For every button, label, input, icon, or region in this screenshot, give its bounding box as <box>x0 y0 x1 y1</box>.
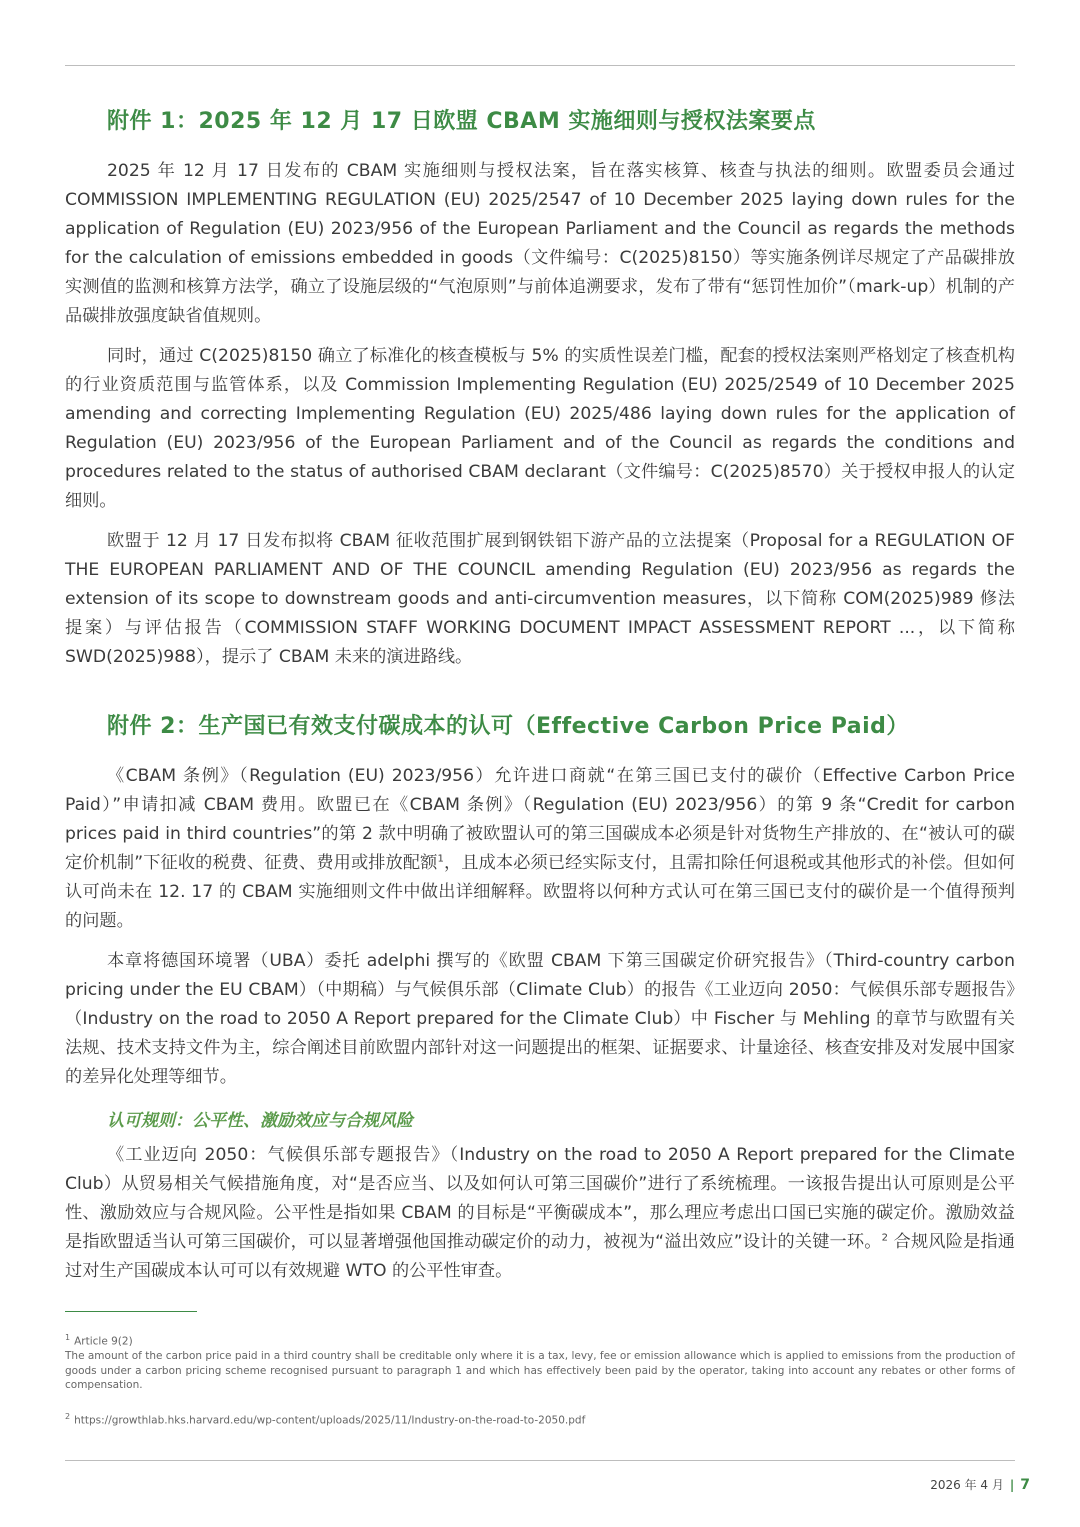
footnote-ref-1[interactable]: 1 <box>437 853 444 865</box>
footnote-2-number: 2 <box>65 1412 71 1421</box>
section-1-paragraph-3: 欧盟于 12 月 17 日发布拟将 CBAM 征收范围扩展到钢铁铝下游产品的立法提案（Proposal for a REGULATION OF THE EUROPEAN PARLIAMENT AND OF THE COUNCIL amending Regulation (EU) 2023/956 as regards the extension of its scope to downstream goods and anti-circumvention measures，以下简称 COM(2025)989 修法提案）与评估报告（COMMISSION STAFF WORKING DOCUMENT IMPACT ASSESSMENT REPORT ...，以下简称 SWD(2025)988），提示了 CBAM 未来的演进路线。 <box>65 531 1015 667</box>
page-footer <box>930 1476 1030 1493</box>
section-1-paragraph-2: 同时，通过 C(2025)8150 确立了标准化的核查模板与 5% 的实质性误差门槛，配套的授权法案则严格划定了核查机构的行业资质范围与监管体系，以及 Commission Implementing Regulation (EU) 2025/2549 of 10 December 2025 amending and correcting Implementing Regulation (EU) 2025/486 laying down rules for the application of Regulation (EU) 2023/956 of the European Parliament and of the Council as regards the conditions and procedures related to the status of authorised CBAM declarant（文件编号：C(2025)8570）关于授权申报人的认定细则。 <box>65 346 1015 511</box>
section-2-heading: 附件 2：生产国已有效支付碳成本的认可（Effective Carbon Price Paid） <box>107 714 909 739</box>
section-2-paragraph-1-part-b: ，且成本必须已经实际支付，且需扣除任何退税或其他形式的补偿。但如何认可尚未在 12. 17 的 CBAM 实施细则文件中做出详细解释。欧盟将以何种方式认可在第三国已支付的碳价是一个值得预判的问题。 <box>65 853 1015 931</box>
section-2-paragraph-1 <box>65 762 1015 936</box>
footnote-2-link[interactable]: https://growthlab.hks.harvard.edu/wp-content/uploads/2025/11/Industry-on-the-road-to-2050.pdf <box>74 1414 586 1427</box>
section-2-subheading: 认可规则：公平性、激励效应与合规风险 <box>107 1111 413 1131</box>
section-1-heading: 附件 1：2025 年 12 月 17 日欧盟 CBAM 实施细则与授权法案要点 <box>107 109 816 134</box>
header-rule <box>65 65 1015 66</box>
section-2-paragraph-3-part-a: 《工业迈向 2050：气候俱乐部专题报告》（Industry on the road to 2050 A Report prepared for the Climate Club）从贸易相关气候措施角度，对“是否应当、以及如何认可第三国碳价”进行了系统梳理。一该报告提出认可原则是公平性、激励效应与合规风险。公平性是指如果 CBAM 的目标是“平衡碳成本”，那么理应考虑出口国已实施的碳定价。激励效益是指欧盟适当认可第三国碳价，可以显著增强他国推动碳定价的动力，被视为“溢出效应”设计的关键一环。 <box>65 1145 1015 1252</box>
footnote-2 <box>65 1410 1015 1428</box>
footer-rule <box>65 1460 1015 1461</box>
section-2-paragraph-2: 本章将德国环境署（UBA）委托 adelphi 撰写的《欧盟 CBAM 下第三国碳定价研究报告》（Third-country carbon pricing under the EU CBAM）（中期稿）与气候俱乐部（Climate Club）的报告《工业迈向 2050：气候俱乐部专题报告》（Industry on the road to 2050 A Report prepared for the Climate Club）中 Fischer 与 Mehling 的章节与欧盟有关法规、技术支持文件为主，综合阐述目前欧盟内部针对这一问题提出的框架、证据要求、计量途径、核查安排及对发展中国家的差异化处理等细节。 <box>65 951 1015 1087</box>
section-1-paragraph-1: 2025 年 12 月 17 日发布的 CBAM 实施细则与授权法案，旨在落实核算、核查与执法的细则。欧盟委员会通过 COMMISSION IMPLEMENTING REGULATION (EU) 2025/2547 of 10 December 2025 laying down rules for the application of Regulation (EU) 2023/956 of the European Parliament and the Council as regards the methods for the calculation of emissions embedded in goods（文件编号：C(2025)8150）等实施条例详尽规定了产品碳排放实测值的监测和核算方法学，确立了设施层级的“气泡原则”与前体追溯要求，发布了带有“惩罚性加价”（mark-up）机制的产品碳排放强度缺省值规则。 <box>65 161 1015 326</box>
footer-date: 2026 年 4 月 <box>930 1478 1004 1492</box>
footnote-ref-2[interactable]: 2 <box>881 1232 889 1244</box>
footer-separator: | <box>1009 1478 1015 1492</box>
footnote-1-title: Article 9(2) <box>74 1335 133 1348</box>
footnote-1-text: The amount of the carbon price paid in a third country shall be creditable only where it is a tax, levy, fee or emission allowance which is applied to emissions from the production of goods under a carbon pricing scheme recognised pursuant to paragraph 1 and which has effectively been paid by the operator, taking into account any rebates or other forms of compensation. <box>65 1350 1015 1391</box>
section-2-paragraph-3-part-b: 合规风险是指通过对生产国碳成本认可可以有效规避 WTO 的公平性审查。 <box>65 1232 1015 1281</box>
section-2-paragraph-1-part-a: 《CBAM 条例》（Regulation (EU) 2023/956）允许进口商就“在第三国已支付的碳价（Effective Carbon Price Paid）”申请扣减 CBAM 费用。欧盟已在《CBAM 条例》（Regulation (EU) 2023/956）的第 9 条“Credit for carbon prices paid in third countries”的第 2 款中明确了被欧盟认可的第三国碳成本必须是针对货物生产排放的、在“被认可的碳定价机制”下征收的税费、征费、费用或排放配额 <box>65 766 1015 873</box>
footnote-1-number: 1 <box>65 1333 71 1342</box>
footnote-divider <box>65 1311 197 1312</box>
section-2-paragraph-3 <box>65 1141 1015 1286</box>
page-number: 7 <box>1020 1477 1030 1493</box>
footnote-1 <box>65 1331 1015 1393</box>
